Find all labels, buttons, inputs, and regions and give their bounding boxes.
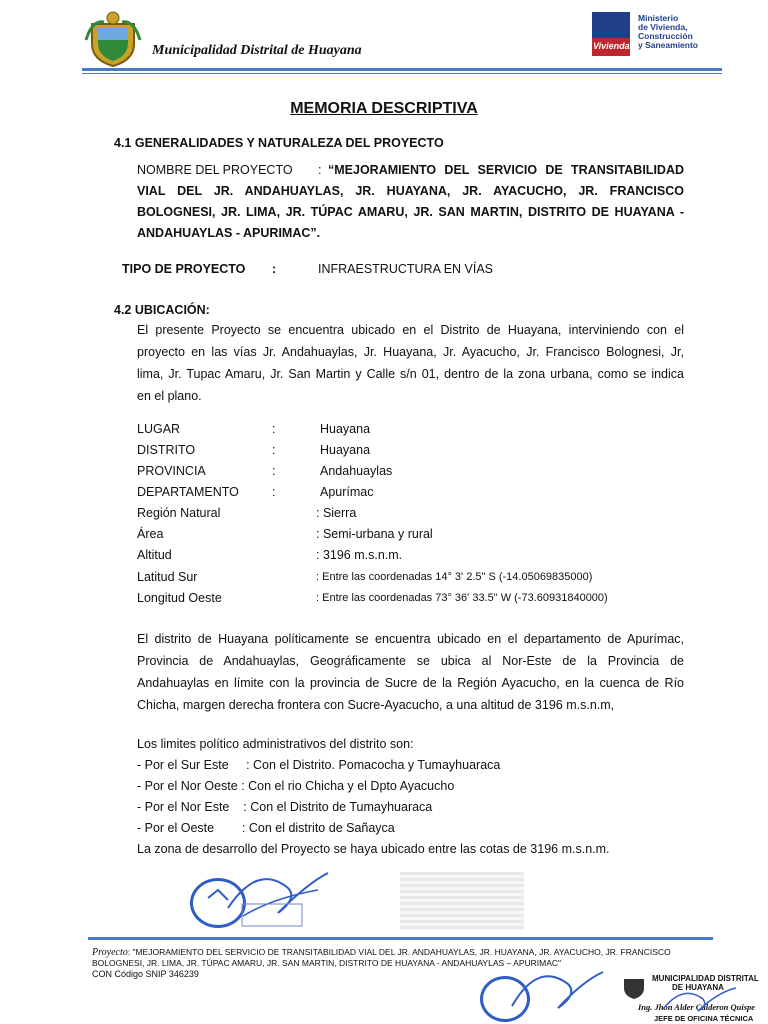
- footer-signature-stamp: [478, 966, 608, 1024]
- zone-text: La zona de desarrollo del Proyecto se haya ubicado entre las cotas de 3196 m.s.n.m.: [137, 842, 610, 856]
- paragraph-line: El distrito de Huayana políticamente se encuentra ubicado en el departamento de Apurímac,: [137, 632, 684, 646]
- location-value: : 3196 m.s.n.m.: [316, 548, 403, 562]
- location-label: Región Natural: [137, 506, 221, 520]
- paragraph-line: lima, Jr. Tupac Amaru, Jr. San Martin y Calle s/n 01, dentro de la zona urbana, como se indica: [137, 367, 684, 381]
- colon: :: [272, 443, 276, 457]
- location-label: DEPARTAMENTO: [137, 485, 239, 499]
- stamp-role: JEFE DE OFICINA TÉCNICA: [654, 1014, 754, 1023]
- municipal-logo: [84, 10, 142, 68]
- page-title: MEMORIA DESCRIPTIVA: [290, 100, 478, 117]
- project-name-line: ANDAHUAYLAS - APURIMAC”.: [137, 226, 321, 240]
- project-name-line: “MEJORAMIENTO DEL SERVICIO DE TRANSITABILIDAD: [328, 163, 684, 177]
- project-name-line: BOLOGNESI, JR. LIMA, JR. TÚPAC AMARU, JR. SAN MARTIN, DISTRITO DE HUAYANA -: [137, 205, 684, 219]
- stamp-org-line: MUNICIPALIDAD DISTRITAL: [652, 974, 759, 983]
- ministry-line: de Vivienda,: [638, 22, 688, 32]
- location-value: : Semi-urbana y rural: [316, 527, 433, 541]
- paragraph-line: Andahuaylas en límite con la provincia de Sucre de la Región Ayacucho, en la cuenca de Río: [137, 676, 684, 690]
- location-value: : Sierra: [316, 506, 357, 520]
- paragraph-line: Chicha, margen derecha frontera con Sucre-Ayacucho, a una altitud de 3196 m.s.n.m,: [137, 698, 615, 712]
- colon: :: [318, 163, 322, 177]
- location-value: Apurímac: [320, 485, 374, 499]
- proyecto-text: : "MEJORAMIENTO DEL SERVICIO DE TRANSITABILIDAD VIAL DEL JR. ANDAHUAYLAS, JR. HUAYANA, JR. AYACUCHO, JR. FRANCISCO BOLOGNESI, JR. LIMA, JR. TÚPAC AMARU, JR. SAN MARTIN, DISTRITO DE HUAYANA - ANDAHUAYLAS – APURIMAC": [92, 947, 671, 968]
- proyecto-label: Proyecto: [92, 947, 128, 958]
- location-label: Latitud Sur: [137, 570, 198, 584]
- location-value: Huayana: [320, 422, 371, 436]
- limit-item: - Por el Nor Este : Con el Distrito de Tumayhuaraca: [137, 800, 433, 814]
- location-value: : Entre las coordenadas 14° 3' 2.5" S (-14.05069835000): [316, 571, 593, 583]
- location-label: PROVINCIA: [137, 464, 206, 478]
- location-label: Área: [137, 527, 164, 541]
- official-stamp: [618, 966, 768, 1024]
- project-name-line: VIAL DEL JR. ANDAHUAYLAS, JR. HUAYANA, JR. AYACUCHO, JR. FRANCISCO: [137, 184, 684, 198]
- ministry-logo: [592, 12, 702, 60]
- location-label: DISTRITO: [137, 443, 196, 457]
- limit-item: - Por el Sur Este : Con el Distrito. Pomacocha y Tumayhuaraca: [137, 758, 501, 772]
- ministry-line: Construcción: [638, 31, 693, 41]
- paragraph-line: en el plano.: [137, 389, 202, 403]
- paragraph-line: El presente Proyecto se encuentra ubicado en el Distrito de Huayana, interviniendo con el: [137, 323, 684, 337]
- colon: :: [272, 262, 277, 276]
- limit-item: - Por el Nor Oeste : Con el rio Chicha y el Dpto Ayacucho: [137, 779, 455, 793]
- ministry-line: Ministerio: [638, 13, 679, 23]
- project-type-label: TIPO DE PROYECTO: [122, 262, 246, 276]
- location-value: Huayana: [320, 443, 371, 457]
- ministry-line: y Saneamiento: [638, 40, 698, 50]
- paragraph-line: proyecto en las vías Jr. Andahuaylas, Jr. Huayana, Jr. Ayacucho, Jr. Francisco Bolognesi, Jr,: [137, 345, 684, 359]
- location-label: Altitud: [137, 548, 172, 562]
- project-name-label: NOMBRE DEL PROYECTO: [137, 163, 293, 177]
- snip-code: CON Código SNIP 346239: [92, 969, 199, 979]
- location-label: Longitud Oeste: [137, 591, 222, 605]
- stamp-name: Ing. Jhon Alder Calderon Quispe: [638, 1002, 756, 1012]
- stamp-org-line: DE HUAYANA: [672, 983, 724, 992]
- signature-stamp: [188, 868, 338, 930]
- vivienda-label: Vivienda: [593, 41, 630, 51]
- paragraph-line: Provincia de Andahuaylas, Geográficamente se ubica al Nor-Este de la Provincia de: [137, 654, 684, 668]
- location-value: Andahuaylas: [320, 464, 393, 478]
- org-title: Municipalidad Distrital de Huayana: [152, 43, 362, 58]
- header-rule-thin: [82, 73, 722, 74]
- colon: :: [272, 422, 276, 436]
- section-heading: 4.1 GENERALIDADES Y NATURALEZA DEL PROYECTO: [114, 136, 444, 150]
- limit-item: - Por el Oeste : Con el distrito de Sañayca: [137, 821, 395, 835]
- colon: :: [272, 464, 276, 478]
- blurred-block: [400, 872, 524, 930]
- colon: :: [272, 485, 276, 499]
- project-type-value: INFRAESTRUCTURA EN VÍAS: [318, 262, 494, 276]
- shield-icon: [622, 976, 646, 1000]
- header-rule: [82, 68, 722, 71]
- location-value: : Entre las coordenadas 73° 36' 33.5" W (-73.60931840000): [316, 592, 608, 604]
- location-label: LUGAR: [137, 422, 181, 436]
- limits-intro: Los limites político administrativos del distrito son:: [137, 737, 414, 751]
- section-heading: 4.2 UBICACIÓN:: [114, 303, 210, 317]
- footer-rule: [88, 937, 713, 940]
